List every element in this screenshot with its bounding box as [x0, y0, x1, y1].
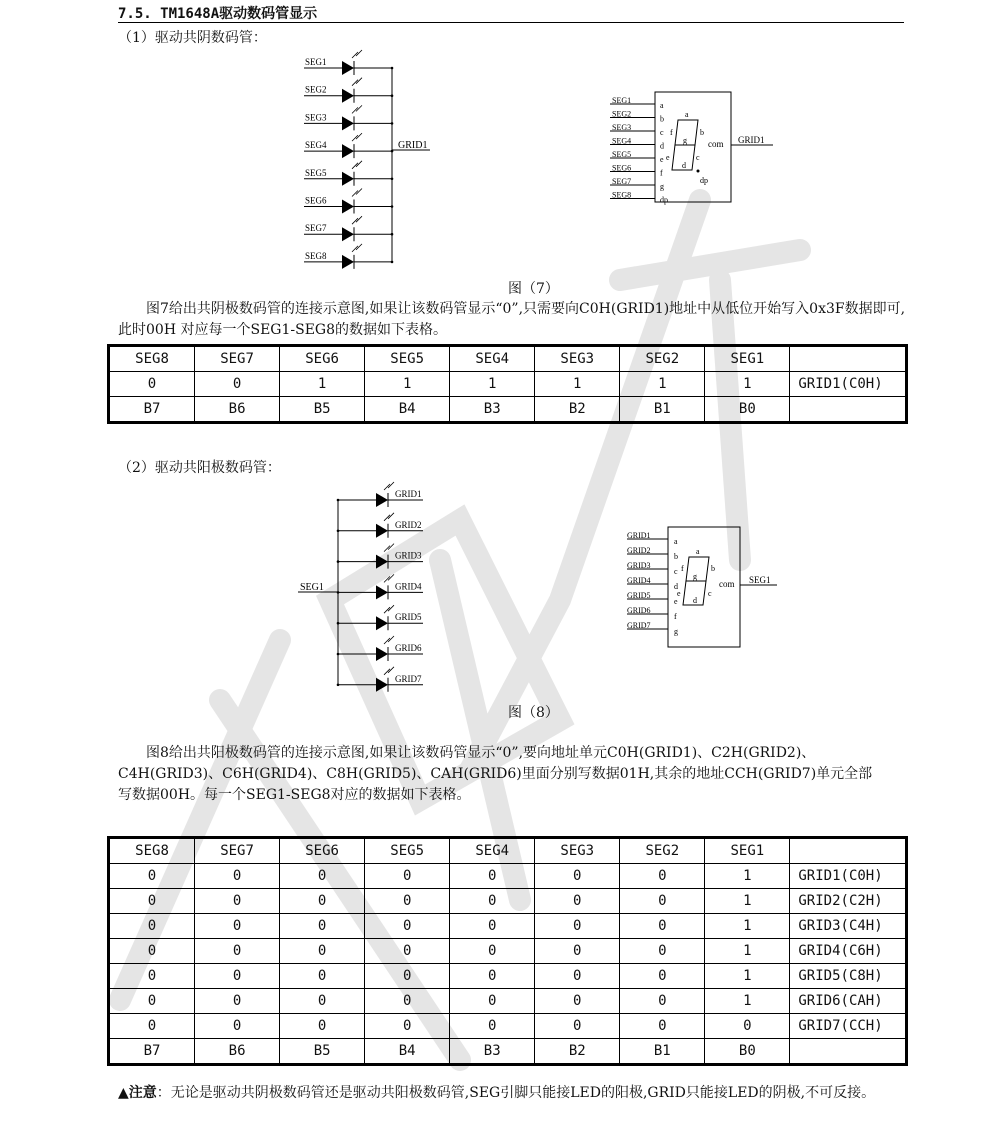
fig8-pin-grid-label: GRID3 [627, 561, 651, 570]
table-header-cell: SEG2 [620, 838, 705, 864]
table-header-cell [790, 838, 907, 864]
fig7-pin-seg-label: SEG2 [612, 109, 632, 119]
table-header-cell: SEG7 [195, 346, 280, 372]
table-cell: GRID5(C8H) [790, 964, 907, 989]
led-diode-icon [342, 89, 354, 103]
fig7-seg-d: d [682, 161, 686, 170]
table-cell: 0 [280, 864, 365, 889]
table-cell: 0 [365, 939, 450, 964]
fig7-seg-e: e [666, 153, 670, 162]
table-cell: B1 [620, 1039, 705, 1065]
table-cell: 1 [705, 964, 790, 989]
figure8-led-circuit [298, 480, 438, 695]
figure8-seg-label: SEG1 [300, 582, 324, 593]
fig7-pin-letter: dp [660, 195, 668, 205]
figure8-grid-label: GRID7 [395, 673, 422, 684]
table-cell: 1 [705, 889, 790, 914]
fig7-seg-a: a [685, 110, 689, 119]
fig8-seg-c: c [708, 589, 712, 598]
led-diode-icon [342, 227, 354, 241]
table-cell [790, 1039, 907, 1065]
led-diode-icon [342, 144, 354, 158]
table-header-cell: SEG8 [109, 346, 195, 372]
table-cell: B6 [195, 1039, 280, 1065]
table-cell: 0 [620, 989, 705, 1014]
table-header-cell: SEG1 [705, 346, 790, 372]
fig8-pin-grid-label: GRID7 [627, 621, 651, 630]
table-cell [790, 397, 907, 423]
table-header-cell: SEG7 [195, 838, 280, 864]
table-cell: 0 [620, 1014, 705, 1039]
table-cell: B2 [535, 1039, 620, 1065]
led-diode-icon [376, 647, 388, 661]
note-paragraph [118, 1082, 908, 1104]
figure8-grid-label: GRID5 [395, 612, 422, 623]
figure7-seven-segment [608, 90, 783, 205]
table-row [109, 397, 907, 423]
fig8-pin-letter: a [674, 537, 678, 546]
table-cell: 0 [450, 889, 535, 914]
table-cell: 0 [450, 939, 535, 964]
table-cell: 0 [280, 964, 365, 989]
table-cell: 0 [195, 939, 280, 964]
table-cell: 0 [620, 914, 705, 939]
figure7-led-circuit [300, 48, 440, 273]
table-cell: 1 [705, 372, 790, 397]
fig8-pin-grid-label: GRID5 [627, 591, 651, 600]
fig8-pin-letter: f [674, 612, 677, 621]
table-header-cell: SEG2 [620, 346, 705, 372]
fig7-pin-letter: a [660, 101, 664, 110]
figure8-grid-label: GRID3 [395, 550, 422, 561]
table-cell: 0 [535, 889, 620, 914]
table-cell: 0 [450, 964, 535, 989]
fig8-com-label: com [719, 579, 735, 589]
figure7-seg-label: SEG4 [305, 140, 327, 151]
table-row [109, 889, 907, 914]
table-header-cell: SEG6 [280, 346, 365, 372]
fig7-seg-b: b [700, 128, 704, 137]
table-cell: GRID2(C2H) [790, 889, 907, 914]
fig7-pin-seg-label: SEG1 [612, 96, 632, 105]
fig8-pin-grid-label: GRID2 [627, 546, 651, 555]
led-diode-icon [376, 678, 388, 692]
fig7-seg-f: f [670, 128, 673, 137]
table-row [109, 989, 907, 1014]
table-header-cell: SEG8 [109, 838, 195, 864]
table-cell: 0 [280, 914, 365, 939]
table-cell: GRID3(C4H) [790, 914, 907, 939]
figure7-seg-label: SEG3 [305, 112, 327, 123]
table-cell: 0 [195, 989, 280, 1014]
table-row [109, 1014, 907, 1039]
table-common-anode [107, 836, 908, 1066]
fig7-pin-letter: e [660, 155, 664, 164]
table-cell: 0 [280, 1014, 365, 1039]
table-cell: 0 [620, 889, 705, 914]
table-cell: 1 [705, 939, 790, 964]
table-cell: 0 [535, 964, 620, 989]
table-cell: 1 [705, 864, 790, 889]
note-text: ：无论是驱动共阴极数码管还是驱动共阳极数码管,SEG引脚只能接LED的阳极,GRID只能接LED的阴极,不可反接。 [156, 1085, 876, 1101]
table-cell: 0 [280, 989, 365, 1014]
table-common-cathode [107, 344, 908, 424]
table-cell: 0 [365, 914, 450, 939]
figure7-caption: 图（7） [508, 281, 559, 297]
fig8-pin-grid-label: GRID6 [627, 606, 651, 615]
table-cell: B7 [109, 1039, 195, 1065]
table-header-cell: SEG3 [535, 346, 620, 372]
figure7-seg-label: SEG7 [305, 223, 327, 234]
table-header-cell [790, 346, 907, 372]
table-cell: B6 [195, 397, 280, 423]
table-cell: 0 [365, 964, 450, 989]
table-header-cell: SEG4 [450, 346, 535, 372]
part1-paragraph: 图7给出共阴极数码管的连接示意图,如果让该数码管显示“0”,只需要向C0H(GRID1)地址中从低位开始写入0x3F数据即可,此时00H 对应每一个SEG1-SEG8的数据如下表格。 [118, 301, 906, 338]
note-label: ▲注意 [118, 1085, 157, 1101]
table-cell: 0 [195, 372, 280, 397]
fig7-com-label: com [708, 139, 724, 149]
table-cell: 0 [450, 864, 535, 889]
fig8-pin-letter: e [674, 597, 678, 606]
table-cell: 0 [365, 1014, 450, 1039]
fig7-seg-dp: dp [700, 176, 708, 185]
figure7-grid-label: GRID1 [398, 140, 428, 151]
figure7-seg-label: SEG5 [305, 167, 327, 178]
table-cell: B4 [365, 397, 450, 423]
table-cell: B3 [450, 397, 535, 423]
fig8-pin-letter: g [674, 627, 678, 636]
fig8-pin-grid-label: GRID4 [627, 576, 651, 585]
table-cell: 0 [535, 939, 620, 964]
fig7-pin-seg-label: SEG4 [612, 136, 632, 146]
fig8-seg-f: f [681, 564, 684, 573]
heading-divider [118, 22, 904, 23]
table-cell: GRID6(CAH) [790, 989, 907, 1014]
fig7-seg-g: g [683, 136, 687, 145]
table-row [109, 914, 907, 939]
figure7-seg-label: SEG6 [305, 195, 327, 206]
table-cell: 0 [620, 964, 705, 989]
table-cell: 0 [620, 939, 705, 964]
table-cell: 0 [280, 939, 365, 964]
led-diode-icon [342, 116, 354, 130]
fig7-grid-right-label: GRID1 [738, 135, 765, 145]
table-cell: B0 [705, 397, 790, 423]
table-cell: 0 [195, 1014, 280, 1039]
table-cell: 0 [109, 939, 195, 964]
part2-heading: （2）驱动共阳极数码管： [118, 460, 281, 476]
fig7-seg-c: c [696, 153, 700, 162]
table-cell: 0 [620, 864, 705, 889]
table-cell: 0 [109, 914, 195, 939]
fig7-pin-seg-label: SEG7 [612, 177, 632, 186]
table-cell: B2 [535, 397, 620, 423]
table-cell: 0 [109, 889, 195, 914]
table-row [109, 372, 907, 397]
figure8-grid-label: GRID4 [395, 581, 422, 592]
fig7-pin-seg-label: SEG6 [612, 163, 632, 173]
led-diode-icon [376, 585, 388, 599]
table-header-cell: SEG4 [450, 838, 535, 864]
table-cell: 0 [450, 914, 535, 939]
fig8-seg-b: b [711, 564, 715, 573]
table-header-cell: SEG6 [280, 838, 365, 864]
table-cell: 0 [109, 372, 195, 397]
fig7-pin-seg-label: SEG5 [612, 150, 632, 159]
fig8-pin-grid-label: GRID1 [627, 531, 651, 540]
figure8-grid-label: GRID2 [395, 519, 422, 530]
table-row [109, 939, 907, 964]
table-cell: 0 [450, 989, 535, 1014]
table-cell: 1 [280, 372, 365, 397]
fig7-pin-letter: d [660, 141, 664, 151]
table-cell: 0 [109, 864, 195, 889]
table-cell: 1 [620, 372, 705, 397]
table-cell: 1 [365, 372, 450, 397]
led-diode-icon [376, 493, 388, 507]
figure8-caption: 图（8） [508, 705, 559, 721]
table-cell: 0 [109, 964, 195, 989]
table-header-cell: SEG5 [365, 346, 450, 372]
table-cell: 0 [365, 864, 450, 889]
table-cell: B5 [280, 397, 365, 423]
led-diode-icon [376, 555, 388, 569]
figure8-seven-segment [625, 525, 785, 650]
part2-paragraph: 图8给出共阳极数码管的连接示意图,如果让该数码管显示“0”,要向地址单元C0H(GRID1)、C2H(GRID2)、C4H(GRID3)、C6H(GRID4)、C8H(GRID5)、CAH(GRID6)里面分别写数据01H,其余的地址CCH(GRID7)单元全部写数据00H。每一个SEG1-SEG8对应的数据如下表格。 [118, 745, 873, 803]
table-cell: B1 [620, 397, 705, 423]
fig8-seg-d: d [693, 596, 697, 605]
table-cell: 0 [535, 1014, 620, 1039]
table-cell: 0 [109, 1014, 195, 1039]
fig8-seg-a: a [696, 547, 700, 556]
led-diode-icon [342, 200, 354, 214]
table-row [109, 1039, 907, 1065]
table-header-cell: SEG3 [535, 838, 620, 864]
table-cell: 1 [535, 372, 620, 397]
table-cell: 0 [705, 1014, 790, 1039]
table-cell: B3 [450, 1039, 535, 1065]
fig7-pin-letter: g [660, 182, 664, 191]
fig7-pin-letter: c [660, 128, 664, 137]
figure7-seg-label: SEG8 [305, 250, 327, 261]
table-cell: B7 [109, 397, 195, 423]
fig8-pin-letter: d [674, 582, 678, 591]
table-cell: B5 [280, 1039, 365, 1065]
fig7-pin-seg-label: SEG3 [612, 123, 632, 132]
table-cell: GRID4(C6H) [790, 939, 907, 964]
table-cell: 0 [195, 914, 280, 939]
table-header-cell: SEG5 [365, 838, 450, 864]
table-cell: 0 [280, 889, 365, 914]
table-cell: 0 [195, 864, 280, 889]
table-cell: GRID1(C0H) [790, 864, 907, 889]
fig8-seg-right-label: SEG1 [749, 575, 771, 585]
table-cell: B4 [365, 1039, 450, 1065]
table-cell: 0 [365, 989, 450, 1014]
table-cell: 1 [450, 372, 535, 397]
figure7-seg-label: SEG1 [305, 57, 327, 67]
led-diode-icon [342, 61, 354, 75]
table-cell: GRID1(C0H) [790, 372, 907, 397]
fig8-seg-g: g [693, 572, 697, 581]
table-header-cell: SEG1 [705, 838, 790, 864]
fig8-pin-letter: c [674, 567, 678, 576]
table-cell: 0 [535, 864, 620, 889]
table-cell: 1 [705, 914, 790, 939]
figure8-grid-label: GRID6 [395, 643, 422, 653]
table-cell: 0 [109, 989, 195, 1014]
table-cell: 0 [195, 964, 280, 989]
fig7-pin-seg-label: SEG8 [612, 190, 632, 200]
table-cell: 0 [195, 889, 280, 914]
table-cell: 1 [705, 989, 790, 1014]
fig7-pin-letter: f [660, 168, 663, 178]
part1-heading: （1）驱动共阴数码管： [118, 30, 267, 46]
table-cell: 0 [450, 1014, 535, 1039]
section-title: 7.5. TM1648A驱动数码管显示 [118, 6, 318, 22]
led-diode-icon [376, 524, 388, 538]
table-cell: GRID7(CCH) [790, 1014, 907, 1039]
figure8-grid-label: GRID1 [395, 489, 422, 499]
table-cell: 0 [535, 989, 620, 1014]
led-diode-icon [342, 172, 354, 186]
fig8-pin-letter: b [674, 552, 678, 561]
fig8-seg-e: e [677, 589, 681, 598]
fig7-pin-letter: b [660, 114, 664, 124]
led-diode-icon [342, 255, 354, 269]
table-cell: B0 [705, 1039, 790, 1065]
figure7-seg-label: SEG2 [305, 84, 327, 95]
table-cell: 0 [535, 914, 620, 939]
table-cell: 0 [365, 889, 450, 914]
table-row [109, 964, 907, 989]
led-diode-icon [376, 616, 388, 630]
table-row [109, 864, 907, 889]
